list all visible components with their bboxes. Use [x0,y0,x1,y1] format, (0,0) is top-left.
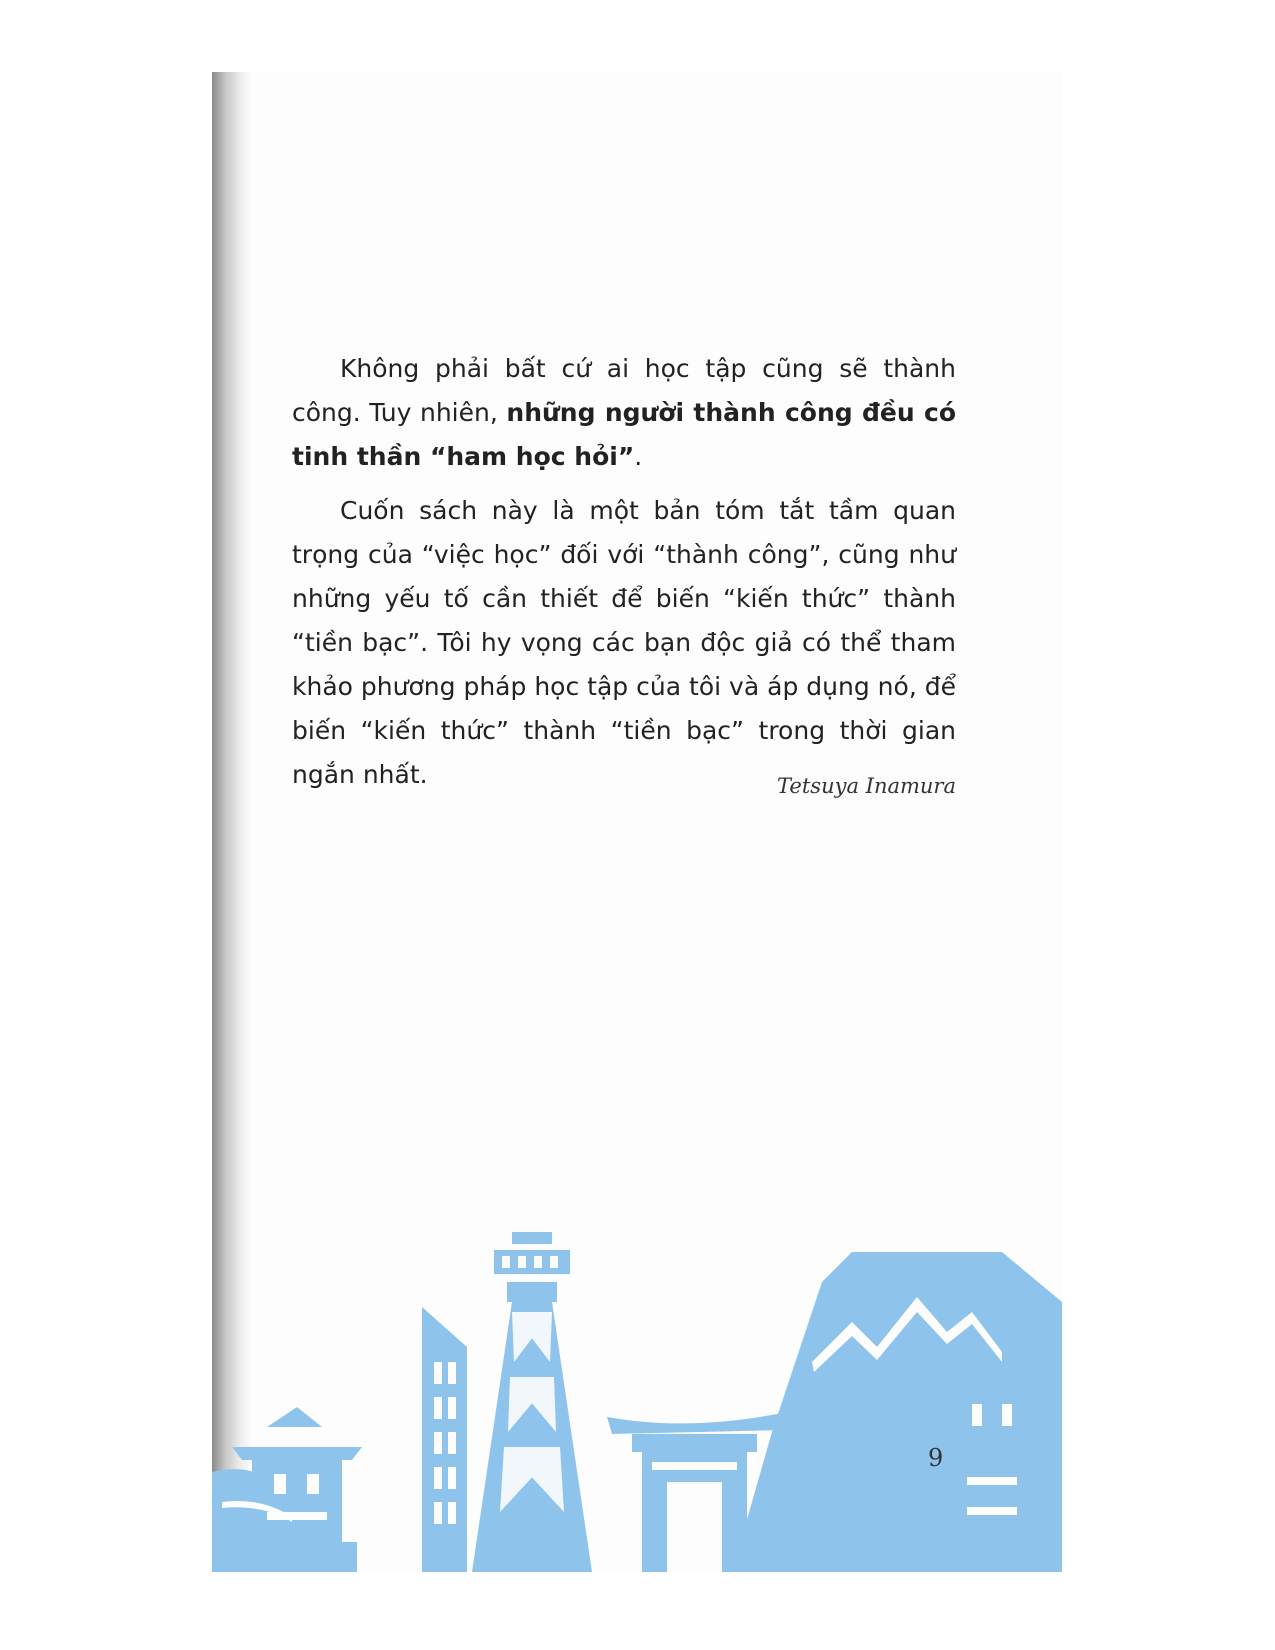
paragraph-1-end: . [634,442,643,471]
city-skyline-illustration [212,1212,1062,1572]
body-text [292,347,956,807]
skyline-shapes [212,1232,1062,1572]
author-signature: Tetsuya Inamura [777,774,956,798]
skyscraper-icon [422,1307,467,1572]
book-page [212,72,1062,1572]
page-number: 9 [928,1444,944,1472]
paragraph-1 [292,347,956,479]
paragraph-2: Cuốn sách này là một bản tóm tắt tầm quan trọng của “việc học” đối với “thành công”, cũng như những yếu tố cần thiết để biến “kiến thức” thành “tiền bạc”. Tôi hy vọng các bạn độc giả có thể tham khảo phương pháp học tập của tôi và áp dụng nó, để biến “kiến thức” thành “tiền bạc” trong thời gian ngắn nhất. [292,496,956,789]
paragraph-1-start: Không phải bất cứ ai học tập cũng sẽ thành công. Tuy nhiên, [292,354,956,427]
paragraph-1-bold: những người thành công đều có tinh thần “ham học hỏi” [292,398,957,471]
